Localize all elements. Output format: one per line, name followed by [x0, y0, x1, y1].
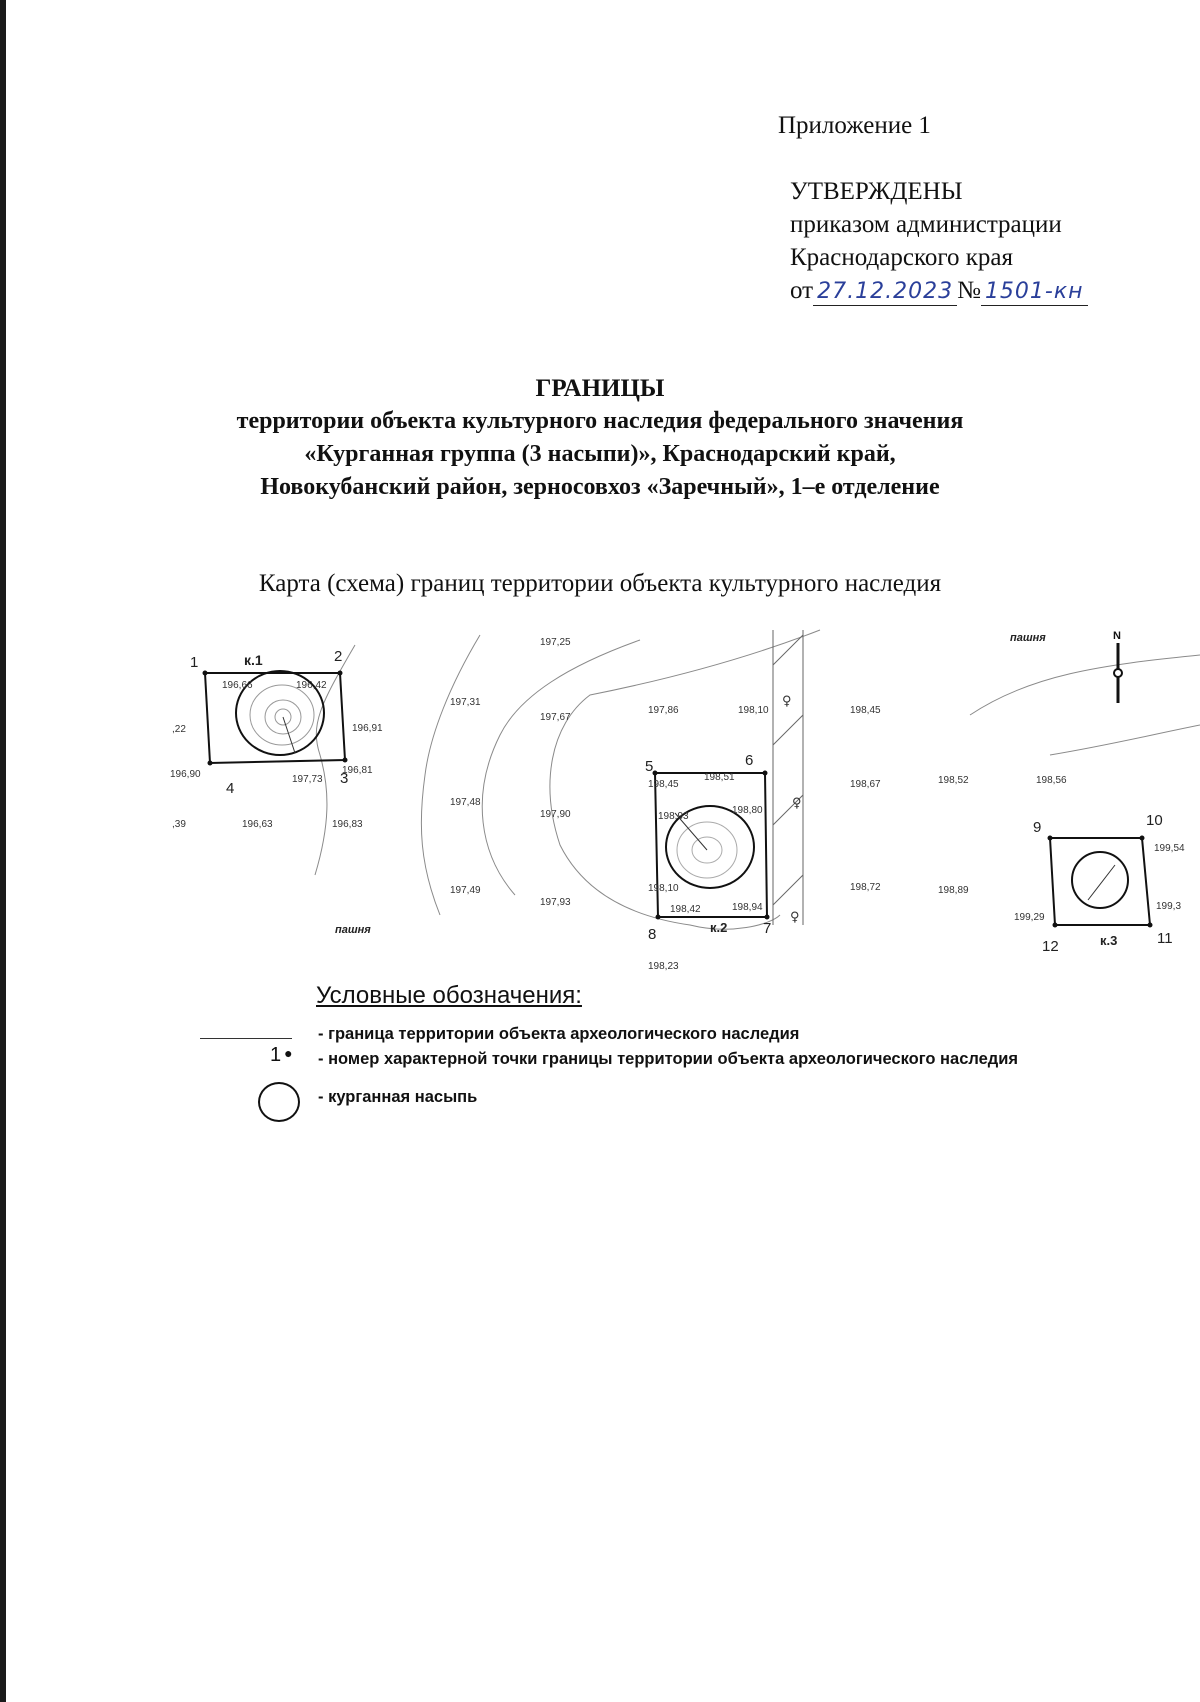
elevation: 198,89 [938, 885, 969, 896]
elevation: 198,10 [738, 705, 769, 716]
field-label: пашня [335, 924, 371, 936]
document-title [0, 372, 1200, 504]
boundary-point [203, 671, 208, 676]
tree-symbols [782, 694, 802, 925]
boundary-point [656, 915, 661, 920]
elevation: 197,73 [292, 774, 323, 785]
contour-line [550, 630, 820, 929]
elevation: 199,29 [1014, 912, 1045, 923]
elevation-marks [170, 637, 1185, 972]
approval-block [790, 175, 1088, 307]
legend-item-mound: - курганная насыпь [318, 1088, 478, 1106]
elevation: 196,42 [296, 680, 327, 691]
terrain-contours [315, 630, 1200, 929]
point-number: 4 [226, 780, 235, 797]
elevation: ,39 [172, 819, 186, 830]
elevation: 198,56 [1036, 775, 1067, 786]
legend-point-number: 1 [270, 1044, 282, 1066]
contour-line [970, 655, 1200, 715]
boundary-point [208, 761, 213, 766]
elevation: 198,45 [850, 705, 881, 716]
approved-heading: УТВЕРЖДЕНЫ [790, 178, 963, 205]
boundary-2 [655, 773, 767, 917]
north-label: N [1113, 630, 1121, 642]
legend-point-dot: ● [284, 1045, 293, 1061]
point-number: 10 [1146, 812, 1163, 829]
boundary-point [1048, 836, 1053, 841]
boundary-point [1053, 923, 1058, 928]
elevation: 198,94 [732, 902, 763, 913]
road-hatch [773, 635, 803, 665]
mound-3 [1048, 836, 1153, 928]
boundary-map [170, 625, 1200, 985]
elevation: 197,90 [540, 809, 571, 820]
elevation: 196,83 [332, 819, 363, 830]
number-prefix: № [957, 277, 981, 304]
title-main: ГРАНИЦЫ [535, 375, 665, 402]
legend-line-symbol [200, 1038, 292, 1039]
elevation: 198,51 [704, 772, 735, 783]
elevation: 196,90 [170, 769, 201, 780]
elevation: 199,54 [1154, 843, 1185, 854]
point-number: 6 [745, 752, 754, 769]
order-line-2: Краснодарского края [790, 244, 1013, 271]
map-caption: Карта (схема) границ территории объекта культурного наследия [258, 570, 942, 597]
elevation: 198,67 [850, 779, 881, 790]
boundary-point [1148, 923, 1153, 928]
field-label: пашня [1010, 632, 1046, 644]
road-hatch [773, 715, 803, 745]
elevation: 196,66 [222, 680, 253, 691]
point-number: 11 [1157, 930, 1173, 947]
date-prefix: от [790, 277, 814, 304]
elevation: 198,42 [670, 904, 701, 915]
elevation: 196,91 [352, 723, 383, 734]
boundary-point [1140, 836, 1145, 841]
point-number: 2 [334, 648, 343, 665]
elevation: 198,72 [850, 882, 881, 893]
order-line-1: приказом администрации [790, 211, 1062, 238]
scan-edge [0, 0, 6, 1702]
legend-circle-symbol [258, 1082, 300, 1122]
point-number: 7 [763, 920, 772, 937]
point-number: 3 [340, 770, 349, 787]
elevation: 198,93 [658, 811, 689, 822]
boundary-point [763, 771, 768, 776]
tree-icon: ♀ [792, 796, 802, 811]
title-line-3: Новокубанский район, зерносовхоз «Заречный», 1–е отделение [260, 474, 940, 500]
road-hatch [773, 875, 803, 905]
point-number: 8 [648, 926, 657, 943]
handwritten-number: 1501-кн [981, 279, 1088, 306]
north-arrow-hub [1114, 669, 1122, 677]
elevation: 198,80 [732, 805, 763, 816]
point-number: 12 [1042, 938, 1059, 955]
contour-line [482, 640, 640, 895]
elevation: 198,10 [648, 883, 679, 894]
boundary-point [338, 671, 343, 676]
appendix-label: Приложение 1 [778, 112, 931, 139]
elevation: 198,23 [648, 961, 679, 972]
elevation: 198,52 [938, 775, 969, 786]
title-line-1: территории объекта культурного наследия федерального значения [236, 408, 964, 434]
handwritten-date: 27.12.2023 [813, 279, 957, 306]
elevation: 197,49 [450, 885, 481, 896]
elevation: 197,31 [450, 697, 481, 708]
elevation: 196,63 [242, 819, 273, 830]
title-line-2: «Курганная группа (3 насыпи)», Краснодарский край, [304, 441, 896, 467]
contour-line [1050, 725, 1200, 755]
order-date-number-line [790, 274, 1088, 307]
legend-title: Условные обозначения: [316, 982, 582, 1009]
mound-label: к.3 [1100, 933, 1118, 948]
elevation: 197,67 [540, 712, 571, 723]
mound-circle [1072, 852, 1128, 908]
north-arrow [1113, 630, 1122, 703]
mound-label: к.2 [710, 920, 728, 935]
elevation: 197,86 [648, 705, 679, 716]
elevation: 197,93 [540, 897, 571, 908]
elevation: 196,81 [342, 765, 373, 776]
boundary-point [765, 915, 770, 920]
elevation: 199,3 [1156, 901, 1182, 912]
boundary-point [343, 758, 348, 763]
contour-line [421, 635, 480, 915]
mound-label: к.1 [244, 652, 263, 668]
point-number: 5 [645, 758, 654, 775]
road-strip [773, 630, 803, 925]
elevation: ,22 [172, 724, 186, 735]
legend-item-boundary: - граница территории объекта археологического наследия [318, 1025, 800, 1043]
mound-contour [250, 685, 314, 745]
point-number: 9 [1033, 819, 1042, 836]
mound-2 [653, 771, 770, 920]
tree-icon: ♀ [782, 694, 792, 709]
legend-item-point: - номер характерной точки границы территории объекта археологического наследия [318, 1050, 1019, 1068]
tree-icon: ♀ [790, 910, 800, 925]
point-number: 1 [190, 654, 199, 671]
elevation: 197,25 [540, 637, 571, 648]
map-labels [170, 632, 1185, 972]
legend-point-symbol [270, 1044, 293, 1067]
elevation: 197,48 [450, 797, 481, 808]
elevation: 198,45 [648, 779, 679, 790]
leader-line [1088, 865, 1115, 900]
